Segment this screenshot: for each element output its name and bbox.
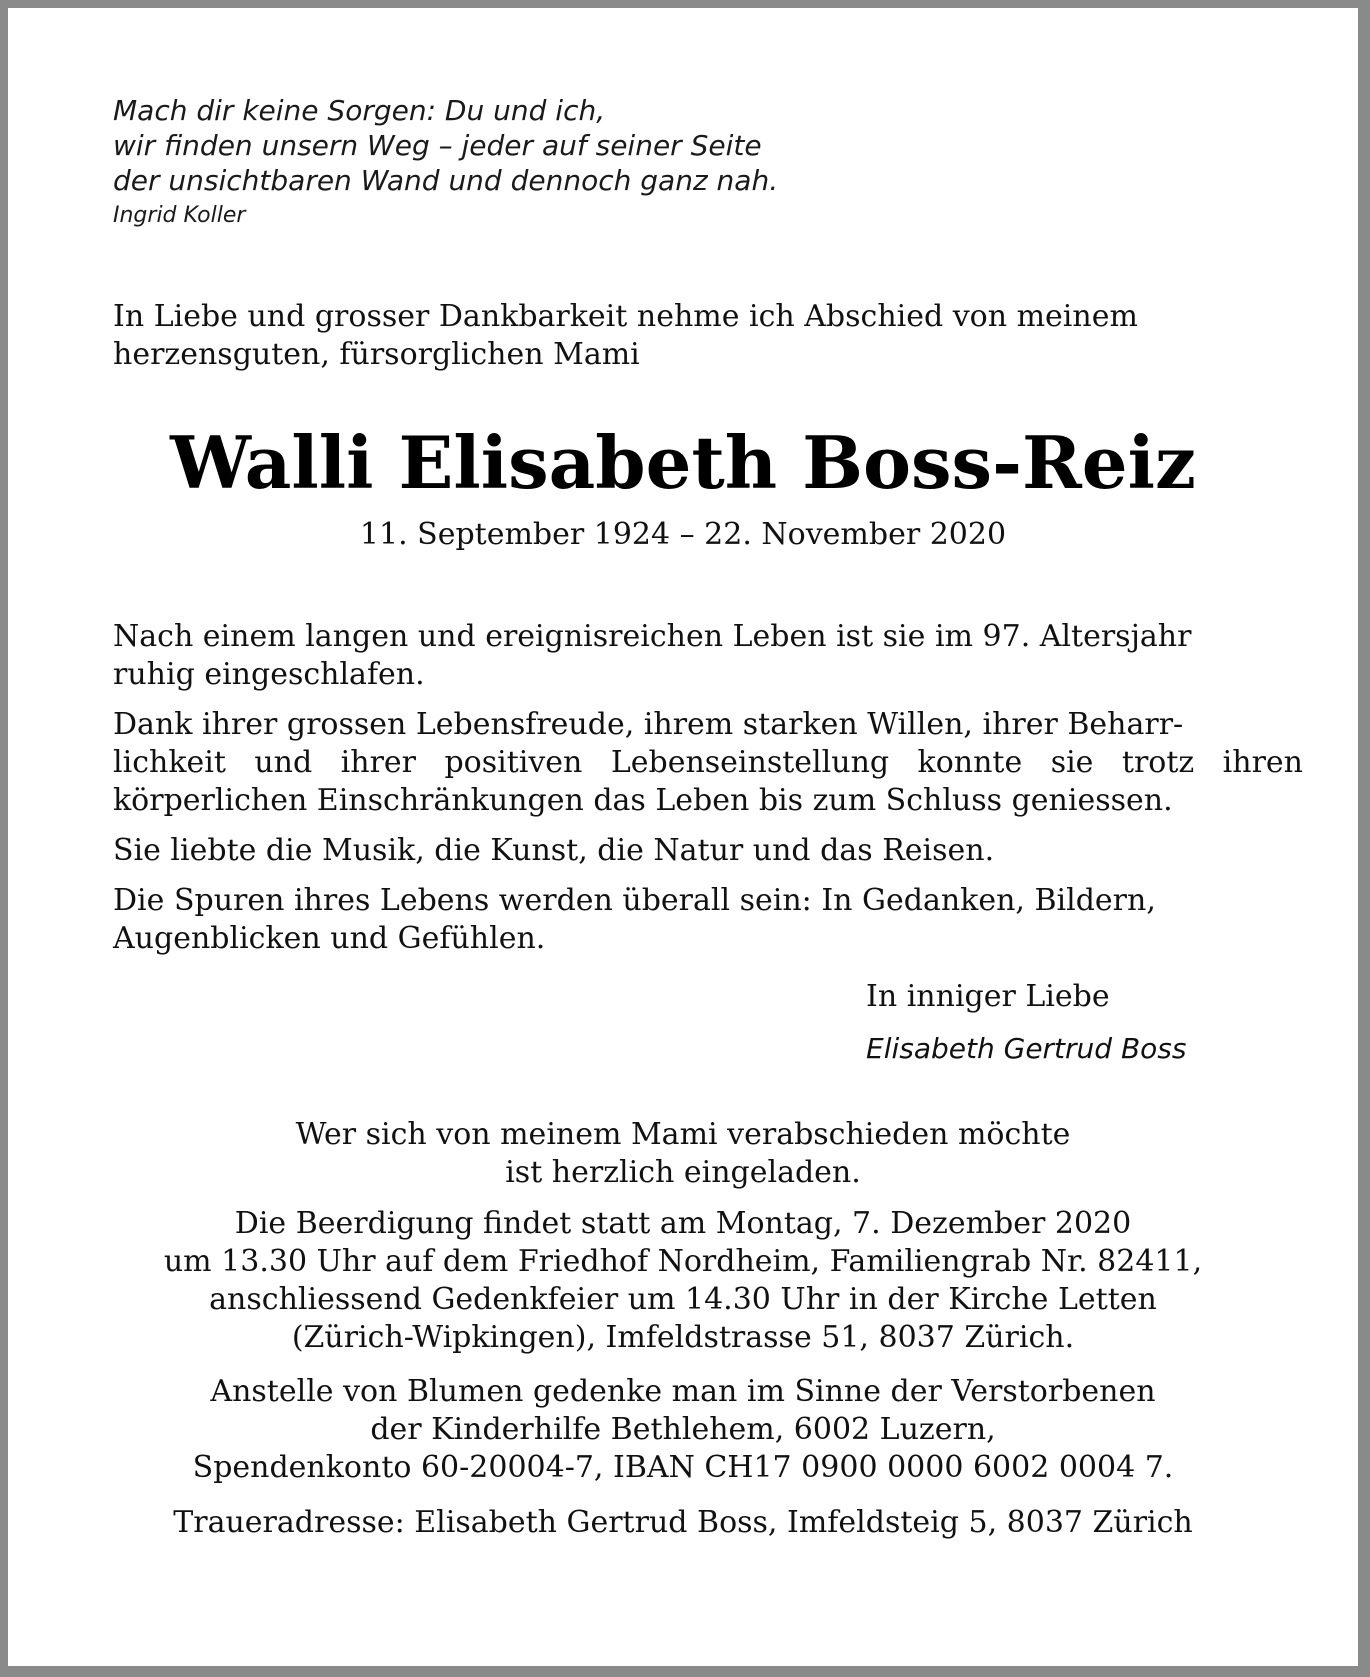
obituary-body bbox=[113, 618, 1303, 970]
invitation-block bbox=[63, 1116, 1303, 1192]
funeral-details bbox=[63, 1205, 1303, 1357]
funeral-line: um 13.30 Uhr auf dem Friedhof Nordheim, Familiengrab Nr. 82411, bbox=[163, 1244, 1203, 1279]
signer-name: Elisabeth Gertrud Boss bbox=[866, 1032, 1187, 1065]
life-dates: 11. September 1924 – 22. November 2020 bbox=[359, 517, 1007, 552]
body-paragraph bbox=[113, 618, 1303, 694]
motto-line: der unsichtbaren Wand und dennoch ganz nah. bbox=[113, 164, 779, 197]
body-line: körperlichen Einschränkungen das Leben bis zum Schluss geniessen. bbox=[113, 783, 1173, 818]
motto-quote bbox=[113, 93, 1013, 198]
motto-line: Mach dir keine Sorgen: Du und ich, bbox=[113, 94, 606, 127]
obituary-card bbox=[8, 8, 1358, 1666]
invitation-line: ist herzlich eingeladen. bbox=[505, 1155, 861, 1190]
body-line: ruhig eingeschlafen. bbox=[113, 657, 425, 692]
body-line: Dank ihrer grossen Lebensfreude, ihrem starken Willen, ihrer Beharr- bbox=[113, 707, 1184, 742]
body-paragraph bbox=[113, 706, 1303, 820]
mourning-address bbox=[63, 1504, 1303, 1542]
donation-line: der Kinderhilfe Bethlehem, 6002 Luzern, bbox=[370, 1412, 996, 1447]
body-paragraph bbox=[113, 832, 1303, 870]
deceased-name: Walli Elisabeth Boss-Reiz bbox=[170, 420, 1196, 505]
funeral-line: Die Beerdigung findet statt am Montag, 7. Dezember 2020 bbox=[234, 1206, 1132, 1241]
body-paragraph bbox=[113, 882, 1303, 958]
funeral-line: (Zürich-Wipkingen), Imfeldstrasse 51, 8037 Zürich. bbox=[291, 1320, 1075, 1355]
body-line: Die Spuren ihres Lebens werden überall sein: In Gedanken, Bildern, bbox=[113, 883, 1156, 918]
motto-line: wir finden unsern Weg – jeder auf seiner Seite bbox=[113, 129, 762, 162]
intro-line: herzensguten, fürsorglichen Mami bbox=[113, 337, 640, 372]
donation-line: Anstelle von Blumen gedenke man im Sinne der Verstorbenen bbox=[210, 1374, 1156, 1409]
intro-text bbox=[113, 298, 1303, 374]
body-line: Nach einem langen und ereignisreichen Leben ist sie im 97. Altersjahr bbox=[113, 619, 1192, 654]
invitation-line: Wer sich von meinem Mami verabschieden möchte bbox=[295, 1117, 1071, 1152]
closing-phrase: In inniger Liebe bbox=[866, 979, 1110, 1014]
donation-info bbox=[63, 1373, 1303, 1487]
donation-line: Spendenkonto 60-20004-7, IBAN CH17 0900 0000 6002 0004 7. bbox=[192, 1450, 1174, 1485]
funeral-line: anschliessend Gedenkfeier um 14.30 Uhr in der Kirche Letten bbox=[209, 1282, 1157, 1317]
body-line: lichkeit und ihrer positiven Lebenseinstellung konnte sie trotz ihren bbox=[113, 745, 1303, 780]
body-line: Sie liebte die Musik, die Kunst, die Natur und das Reisen. bbox=[113, 833, 995, 868]
address-line: Traueradresse: Elisabeth Gertrud Boss, Imfeldsteig 5, 8037 Zürich bbox=[173, 1505, 1193, 1540]
motto-author: Ingrid Koller bbox=[113, 203, 246, 228]
intro-line: In Liebe und grosser Dankbarkeit nehme ich Abschied von meinem bbox=[113, 299, 1138, 334]
body-line: Augenblicken und Gefühlen. bbox=[113, 921, 546, 956]
